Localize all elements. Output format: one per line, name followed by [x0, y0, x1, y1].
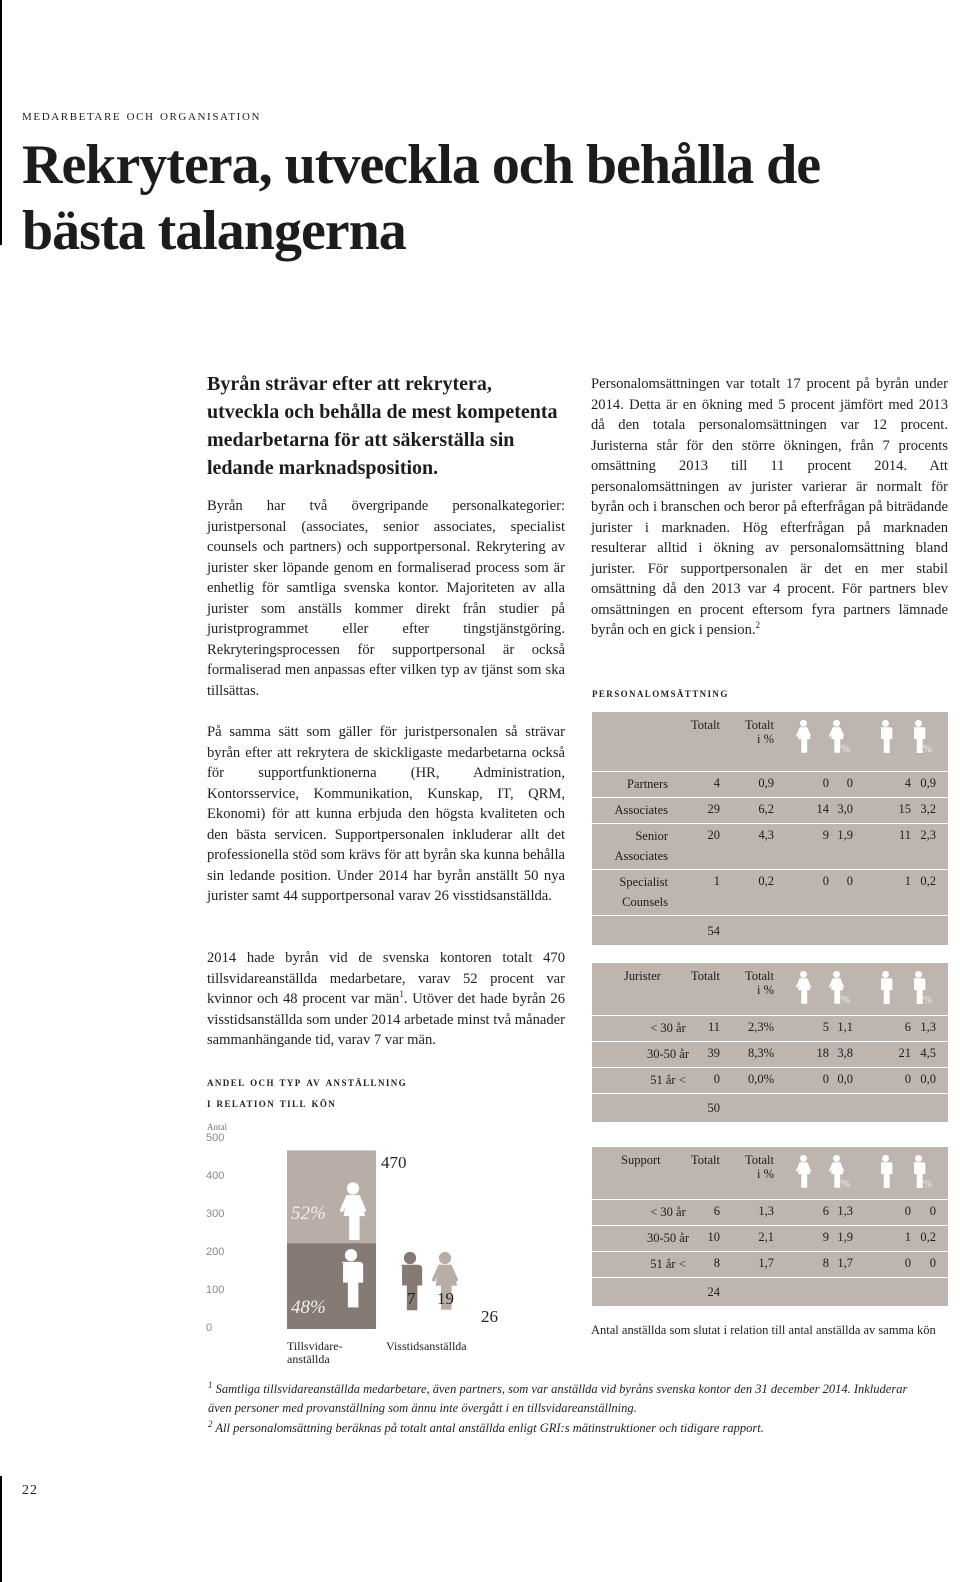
table-row: [592, 1015, 948, 1041]
table-sum: 54: [707, 924, 720, 938]
row-label: [628, 1202, 708, 1222]
bar-label-women-percent: 52%: [291, 1203, 326, 1225]
table-cell: 0,0: [920, 1072, 936, 1086]
man-icon-shape: [877, 1155, 894, 1189]
table-cell: 1: [904, 874, 911, 888]
table-header: [592, 712, 948, 771]
table-sum-row: [592, 1093, 948, 1122]
category-label-permanent-line2: anställda: [287, 1352, 330, 1366]
table-row: [592, 1067, 948, 1093]
table-cell: 9: [822, 1230, 829, 1244]
percent-sign: %: [923, 994, 933, 1006]
table-cell: 1,3: [920, 1020, 936, 1034]
table-sum-row: [592, 1277, 948, 1306]
body-paragraph-2: På samma sätt som gäller för juristpersonalen så strävar byrån efter att rekrytera de skickligaste medarbetarna också för supportfunktionerna (HR, Administration, Kontorsservice, Kommunikation, Kunskap, IT, QRM, Ekonomi) för att kunna erbjuda den högsta kvaliteten och den bästa servicen. Supportpersonalen inkluderar allt det professionella stöd som krävs för att byrån ska kunna behålla sin ledande position. Under 2014 har byrån anställt 50 nya jurister samt 44 supportpersonal varav 26 visstidsanställda.: [207, 724, 565, 904]
row-label-line1: 30-50 år: [647, 1047, 689, 1061]
bar-label-men-percent: 48%: [291, 1297, 326, 1318]
col-header-total-pct-l2: i %: [756, 732, 774, 746]
percent-sign: %: [923, 743, 933, 755]
woman-icon-shape: [795, 720, 812, 754]
y-tick-label: 100: [206, 1284, 225, 1296]
row-label: [588, 800, 668, 820]
row-label-line2: Associates: [614, 849, 668, 863]
chart-heading-line2: i relation till kön: [207, 1095, 337, 1110]
table-cell: 1,9: [837, 1230, 853, 1244]
col-header-total-pct: [745, 718, 774, 746]
col-header-total-pct-l1: Totalt: [745, 1153, 774, 1167]
table-cell: 0,9: [920, 776, 936, 790]
row-label-line1: 30-50 år: [647, 1231, 689, 1245]
table-row: [592, 797, 948, 823]
row-label-line1: Associates: [614, 803, 668, 817]
percent-sign: %: [923, 1178, 933, 1190]
footnote-ref-2: 2: [755, 620, 761, 631]
table-cell: 1,7: [758, 1256, 774, 1270]
table-sum: 50: [707, 1101, 720, 1115]
table-cell: 6: [713, 1204, 720, 1218]
table-cell: 21: [898, 1046, 911, 1060]
bar-segment-women-permanent: [287, 1150, 376, 1243]
y-tick-label: 400: [206, 1170, 225, 1182]
row-header-group: Support: [621, 1153, 661, 1167]
row-label-line1: 51 år <: [650, 1073, 686, 1087]
footnote-ref-1: 1: [399, 989, 404, 1000]
chart-y-axis-label: Antal: [207, 1122, 227, 1132]
table-cell: 1: [713, 874, 720, 888]
row-label-line1: < 30 år: [650, 1205, 686, 1219]
row-label-line2: Counsels: [622, 895, 668, 909]
table-cell: 0,2: [920, 874, 936, 888]
row-label-line1: Partners: [627, 777, 668, 791]
row-label-line1: Specialist: [619, 875, 668, 889]
turnover-heading: personalomsättning: [592, 685, 729, 700]
turnover-caption: Antal anställda som slutat i relation till antal anställda av samma kön: [591, 1323, 936, 1337]
y-tick-label: 300: [206, 1208, 225, 1220]
table-row: [592, 1041, 948, 1067]
body-paragraph-1: Byrån har två övergripande personalkategorier: juristpersonal (associates, senior associates, specialist counsels och partners) och supportpersonal. Rekrytering av jurister sker löpande genom en formaliserad process som är enhetlig för samtliga svenska kontor. Majoriteten av alla jurister som anställs kommer direkt från studier på juristprogrammet eller efter tingstjänstgöring. Rekryteringsprocessen för supportpersonal är också formaliserad men anpassas efter vilken typ av tjänst som ska tillsättas.: [207, 498, 565, 699]
section-label: medarbetare och organisation: [22, 108, 262, 124]
table-cell: 20: [707, 828, 720, 842]
table-cell: 8: [822, 1256, 829, 1270]
turnover-table-support: [592, 1147, 948, 1306]
percent-sign: %: [841, 1178, 851, 1190]
footnote-2-number: 2: [208, 1418, 213, 1429]
table-row: [592, 1251, 948, 1277]
p3-text-a: 2014 hade byrån vid de svenska kontoren totalt 470 tillsvidareanställda medarbetare, varav 52 procent var kvinnor och 48 procent var män: [207, 950, 565, 1007]
table-body: [592, 771, 948, 915]
col-header-total-pct-l2: i %: [756, 983, 774, 997]
table-cell: 0: [904, 1256, 911, 1270]
woman-icon: [795, 1155, 812, 1193]
percent-sign: %: [841, 994, 851, 1006]
table-cell: 0: [929, 1204, 936, 1218]
table-cell: 0: [713, 1072, 720, 1086]
row-label: [588, 774, 668, 794]
table-cell: 0: [822, 1072, 829, 1086]
table-header: [592, 1147, 948, 1199]
table-cell: 0: [904, 1204, 911, 1218]
table-cell: 1,1: [837, 1020, 853, 1034]
chart-heading-line1: andel och typ av anställning: [207, 1074, 408, 1089]
footnote-2: [208, 1419, 928, 1438]
table-body: [592, 1015, 948, 1093]
category-label-permanent: [287, 1340, 343, 1366]
row-label: [628, 1070, 708, 1090]
table-cell: 0,0: [837, 1072, 853, 1086]
table-cell: 4: [713, 776, 720, 790]
table-cell: 4: [904, 776, 911, 790]
row-label-line1: < 30 år: [650, 1021, 686, 1035]
table-cell: 0,2: [920, 1230, 936, 1244]
p3-text-b: . Utöver det hade byrån 26 visstidsanställda som under 2014 arbetade minst två månader sammanhängande tid, varav 7 var män.: [207, 991, 565, 1048]
y-tick-label: 500: [206, 1132, 225, 1144]
table-cell: 0: [846, 874, 853, 888]
row-label: [588, 872, 668, 912]
table-row: [592, 869, 948, 915]
table-cell: 5: [822, 1020, 829, 1034]
table-cell: 6: [822, 1204, 829, 1218]
row-label: [628, 1018, 708, 1038]
bar-value-men: 7: [407, 1289, 416, 1308]
row-label: [588, 826, 668, 866]
table-cell: 0,0%: [747, 1072, 774, 1086]
table-cell: 11: [898, 828, 911, 842]
table-header: [592, 963, 948, 1015]
woman-icon: [795, 720, 812, 758]
table-cell: 1,9: [837, 828, 853, 842]
man-icon: [877, 971, 894, 1009]
page-number: 22: [22, 1483, 38, 1498]
man-icon-shape: [877, 971, 894, 1005]
table-cell: 8,3%: [747, 1046, 774, 1060]
table-cell: 8: [713, 1256, 720, 1270]
table-cell: 2,3%: [747, 1020, 774, 1034]
table-row: [592, 771, 948, 797]
table-cell: 29: [707, 802, 720, 816]
table-cell: 11: [707, 1020, 720, 1034]
table-cell: 1,3: [758, 1204, 774, 1218]
table-cell: 6: [904, 1020, 911, 1034]
table-cell: 0,9: [758, 776, 774, 790]
table-cell: 6,2: [758, 802, 774, 816]
table-cell: 0: [929, 1256, 936, 1270]
table-cell: 9: [822, 828, 829, 842]
row-label: [628, 1044, 708, 1064]
y-tick-label: 200: [206, 1246, 225, 1258]
category-label-permanent-line1: Tillsvidare-: [287, 1339, 343, 1353]
footnote-1: [208, 1380, 928, 1418]
table-cell: 1,3: [837, 1204, 853, 1218]
table-row: [592, 823, 948, 869]
table-cell: 2,3: [920, 828, 936, 842]
woman-icon: [795, 971, 812, 1009]
table-sum: 24: [707, 1285, 720, 1299]
row-label: [628, 1254, 708, 1274]
table-cell: 15: [898, 802, 911, 816]
col-header-total: Totalt: [691, 969, 720, 983]
table-cell: 1,7: [837, 1256, 853, 1270]
row-label-line1: 51 år <: [650, 1257, 686, 1271]
turnover-table-lawyers: [592, 963, 948, 1122]
table-cell: 14: [816, 802, 829, 816]
table-cell: 4,5: [920, 1046, 936, 1060]
bar-total-label: 26: [481, 1307, 498, 1326]
woman-icon-shape: [795, 971, 812, 1005]
table-sum-row: [592, 915, 948, 945]
table-cell: 0: [904, 1072, 911, 1086]
table-cell: 39: [707, 1046, 720, 1060]
col-header-total-pct-l1: Totalt: [745, 969, 774, 983]
bar-value-women: 19: [437, 1289, 454, 1308]
table-cell: 1: [904, 1230, 911, 1244]
turnover-table-positions: [592, 712, 948, 945]
row-label: [628, 1228, 708, 1248]
row-label-line1: Senior: [635, 829, 668, 843]
table-cell: 0: [822, 874, 829, 888]
col-header-total: Totalt: [691, 1153, 720, 1167]
footnote-1-number: 1: [208, 1379, 213, 1390]
man-icon: [877, 720, 894, 758]
table-cell: 3,8: [837, 1046, 853, 1060]
col-header-total-pct-l2: i %: [756, 1167, 774, 1181]
table-row: [592, 1199, 948, 1225]
bar-total-label: 470: [381, 1153, 407, 1173]
percent-sign: %: [841, 743, 851, 755]
category-label-temporary: Visstidsanställda: [386, 1339, 467, 1353]
col-header-total-pct: [745, 1153, 774, 1181]
table-body: [592, 1199, 948, 1277]
table-cell: 0: [822, 776, 829, 790]
y-tick-label: 0: [206, 1322, 213, 1334]
table-cell: 0,2: [758, 874, 774, 888]
p4-text: Personalomsättningen var totalt 17 procent på byrån under 2014. Detta är en ökning med 5 procent jämfört med 2013 då den totala personalomsättningen var 12 procent. Juristerna står för den större ökningen, från 7 procents omsättning 2013 till 11 procent 2014. Att personalomsättningen av jurister varierar är normalt för byrån och i branschen och beror på efterfrågan på biträdande jurister i marknaden. Hög efterfrågan på marknaden resulterar alltid i ökning av personalomsättning bland jurister. För supportpersonalen är det en mer stabil omsättning då den 2013 var 4 procent. För partners blev omsättningen en procent eftersom fyra partners lämnade byrån och en gick i pension.: [591, 376, 948, 638]
table-cell: 3,2: [920, 802, 936, 816]
table-cell: 4,3: [758, 828, 774, 842]
footnote-1-text: Samtliga tillsvidareanställda medarbetare, även partners, som var anställda vid byråns svenska kontor den 31 december 2014. Inkluderar även personer med provanställning som ännu inte övergått i en tillsvidareanställning.: [208, 1382, 908, 1415]
col-header-total-pct-l1: Totalt: [745, 718, 774, 732]
table-cell: 0: [846, 776, 853, 790]
man-icon-shape: [877, 720, 894, 754]
col-header-total-pct: [745, 969, 774, 997]
lead-paragraph: Byrån strävar efter att rekrytera, utveckla och behålla de mest kompetenta medarbetarna för att säkerställa sin ledande marknadsposition.: [207, 373, 558, 479]
page-title: Rekrytera, utveckla och behålla de bästa talangerna: [22, 134, 821, 262]
table-row: [592, 1225, 948, 1251]
row-header-group: Jurister: [624, 969, 661, 983]
table-cell: 2,1: [758, 1230, 774, 1244]
table-cell: 10: [707, 1230, 720, 1244]
col-header-total: Totalt: [691, 718, 720, 732]
man-icon: [877, 1155, 894, 1193]
table-cell: 18: [816, 1046, 829, 1060]
table-cell: 3,0: [837, 802, 853, 816]
woman-icon-shape: [795, 1155, 812, 1189]
footnote-2-text: All personalomsättning beräknas på totalt antal anställda enligt GRI:s mätinstruktioner och tidigare rapport.: [215, 1421, 764, 1435]
